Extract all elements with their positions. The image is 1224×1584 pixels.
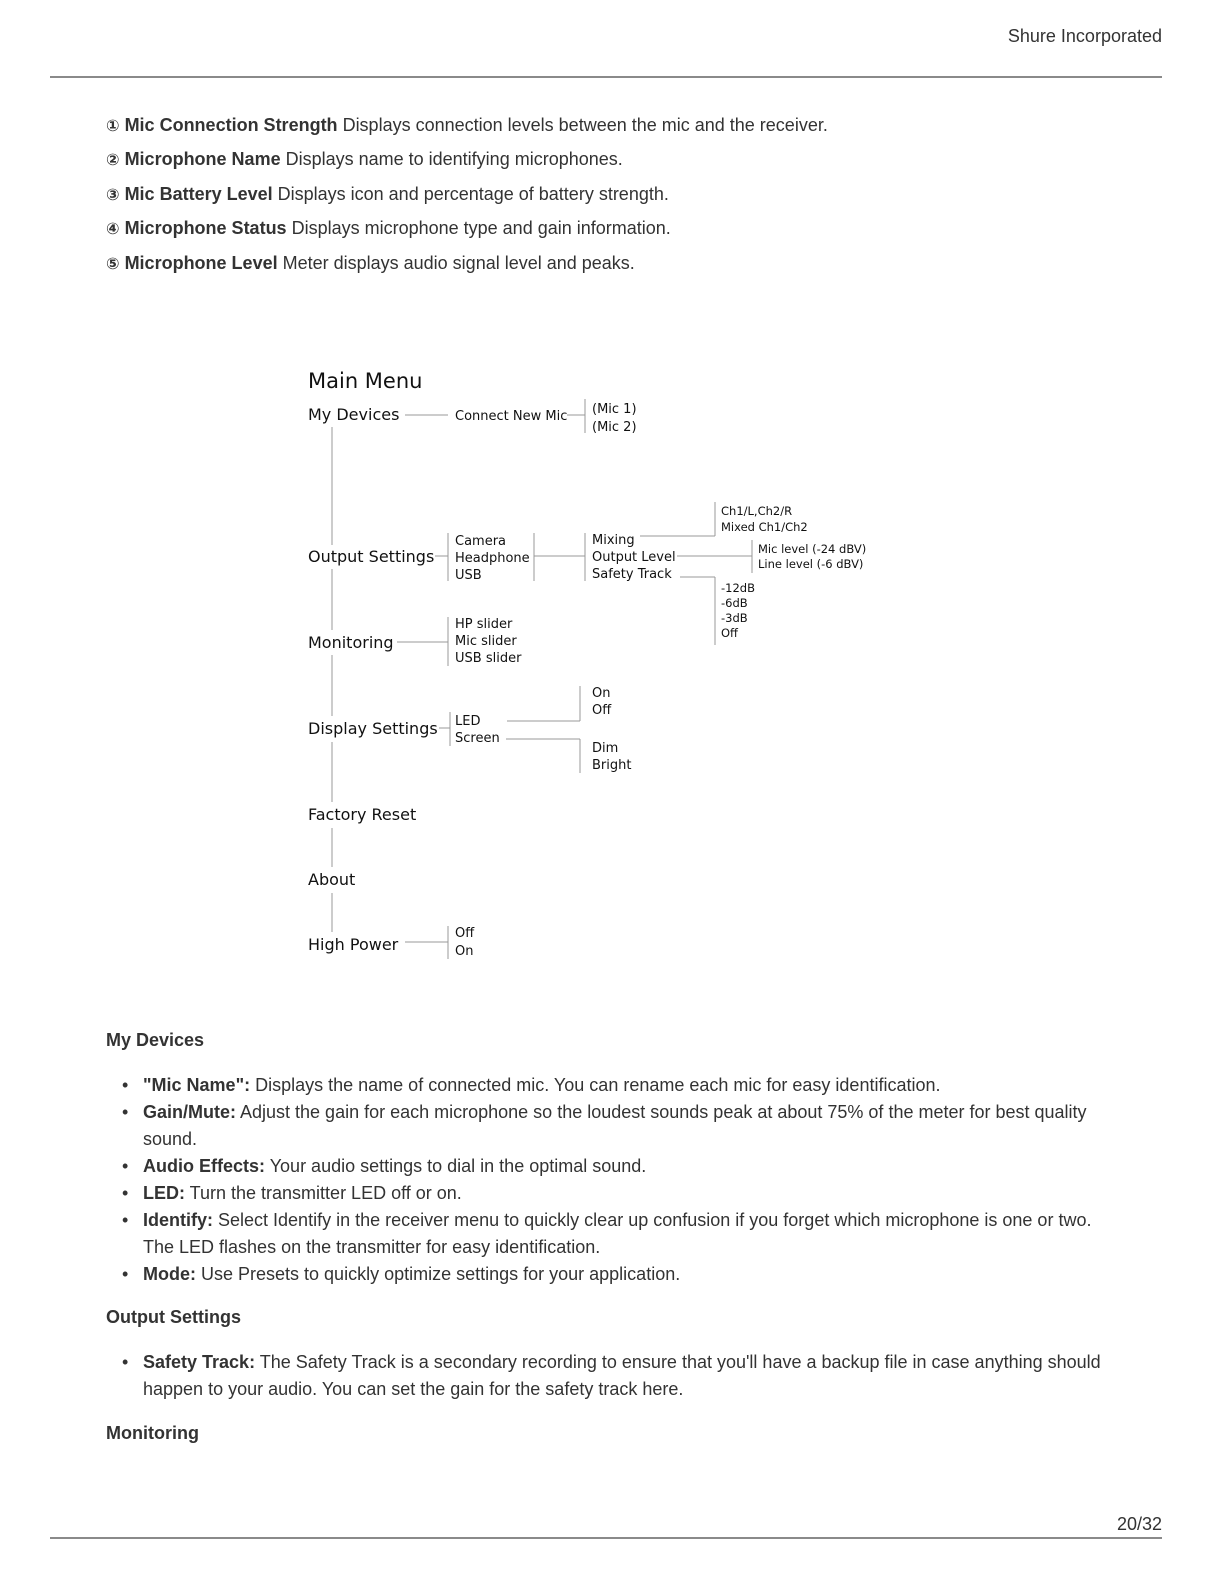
callout-term: Microphone Level — [124, 252, 278, 273]
menu-option-safety-track: Safety Track — [592, 567, 672, 582]
callout-description: Displays icon and percentage of battery strength. — [272, 183, 669, 204]
menu-option-usb-slider: USB slider — [455, 651, 522, 666]
bullet-term: Audio Effects: — [143, 1156, 266, 1176]
callout-term: Mic Connection Strength — [124, 115, 338, 135]
menu-option-connect-new-mic: Connect New Mic — [455, 409, 568, 424]
callout-number: ⑤ — [106, 253, 120, 273]
menu-option-camera: Camera — [455, 534, 507, 549]
menu-item-monitoring: Monitoring — [308, 633, 394, 652]
callout-number: ④ — [106, 219, 120, 239]
page-number: 20/32 — [1116, 1514, 1162, 1534]
bullet-term: Safety Track: — [143, 1352, 256, 1372]
menu-value-mixing: Mixed Ch1/Ch2 — [721, 520, 808, 534]
callout-term: Mic Battery Level — [124, 183, 273, 204]
menu-option-headphone: Headphone — [455, 551, 530, 566]
bullet-description: Displays the name of connected mic. You can rename each mic for easy identification. — [250, 1075, 941, 1095]
callout-item — [106, 108, 1156, 142]
header-divider — [50, 76, 1162, 78]
bullet-term: "Mic Name": — [143, 1075, 251, 1095]
callout-number: ① — [106, 116, 120, 135]
menu-value-high-power: On — [455, 944, 474, 959]
menu-value-output-level: Mic level (-24 dBV) — [758, 542, 867, 556]
bullet-list-my-devices — [122, 1072, 1122, 1288]
bullet-item — [122, 1261, 1122, 1288]
bullet-description: Adjust the gain for each microphone so the loudest sounds peak at about 75% of the meter for best quality sound. — [143, 1102, 1087, 1149]
callout-description: Displays microphone type and gain information. — [286, 218, 671, 239]
menu-item-output-settings: Output Settings — [308, 547, 435, 566]
callout-list — [106, 108, 1156, 280]
footer-divider — [50, 1537, 1162, 1539]
menu-tree-connectors — [332, 399, 752, 959]
menu-value-led: On — [592, 686, 611, 701]
bullet-term: Mode: — [143, 1264, 196, 1284]
menu-value-mic2: (Mic 2) — [592, 420, 637, 435]
bullet-description: Select Identify in the receiver menu to quickly clear up confusion if you forget which microphone is one or two. The LED flashes on the transmitter for easy identification. — [143, 1210, 1092, 1257]
menu-value-led: Off — [592, 703, 612, 718]
menu-title: Main Menu — [308, 369, 423, 393]
bullet-description: The Safety Track is a secondary recording to ensure that you'll have a backup file in case anything should happen to your audio. You can set the gain for the safety track here. — [143, 1352, 1101, 1399]
callout-term: Microphone Status — [124, 218, 287, 239]
bullet-description: Turn the transmitter LED off or on. — [185, 1183, 462, 1203]
bullet-item — [122, 1153, 1122, 1180]
callout-number: ③ — [106, 184, 120, 204]
menu-item-high-power: High Power — [308, 935, 399, 954]
callout-item — [106, 142, 1156, 176]
menu-item-factory-reset: Factory Reset — [308, 805, 417, 824]
bullet-item — [122, 1349, 1122, 1403]
menu-option-mic-slider: Mic slider — [455, 634, 517, 649]
menu-value-mic1: (Mic 1) — [592, 402, 637, 417]
menu-value-safety-track: -6dB — [721, 596, 748, 610]
menu-option-hp-slider: HP slider — [455, 617, 513, 632]
callout-term: Microphone Name — [124, 149, 281, 170]
bullet-term: Gain/Mute: — [143, 1102, 236, 1122]
bullet-list-output-settings — [122, 1349, 1122, 1403]
menu-value-high-power: Off — [455, 926, 475, 941]
callout-number: ② — [106, 150, 120, 170]
menu-value-safety-track: -3dB — [721, 611, 748, 625]
bullet-term: LED: — [143, 1183, 185, 1203]
menu-item-about: About — [308, 870, 356, 889]
menu-value-screen: Dim — [592, 741, 619, 756]
menu-value-safety-track: -12dB — [721, 581, 755, 595]
menu-value-safety-track: Off — [721, 626, 738, 640]
bullet-term: Identify: — [143, 1210, 213, 1230]
menu-option-usb: USB — [455, 568, 482, 583]
section-heading-my-devices: My Devices — [106, 1030, 205, 1050]
callout-item — [106, 246, 1156, 280]
callout-item — [106, 211, 1156, 245]
bullet-item — [122, 1180, 1122, 1207]
callout-description: Meter displays audio signal level and peaks. — [277, 252, 635, 273]
callout-item — [106, 177, 1156, 211]
menu-option-output-level: Output Level — [592, 550, 676, 565]
menu-value-screen: Bright — [592, 758, 632, 773]
bullet-item — [122, 1207, 1122, 1261]
section-heading-monitoring: Monitoring — [106, 1423, 199, 1443]
bullet-description: Your audio settings to dial in the optimal sound. — [265, 1156, 647, 1176]
bullet-item — [122, 1072, 1122, 1099]
header-company-name: Shure Incorporated — [1007, 26, 1162, 46]
bullet-item — [122, 1099, 1122, 1153]
section-heading-output-settings: Output Settings — [106, 1307, 241, 1327]
menu-item-display-settings: Display Settings — [308, 719, 438, 738]
callout-description: Displays name to identifying microphones. — [280, 149, 623, 170]
menu-option-mixing: Mixing — [592, 533, 635, 548]
bullet-description: Use Presets to quickly optimize settings for your application. — [196, 1264, 681, 1284]
menu-value-mixing: Ch1/L,Ch2/R — [721, 504, 793, 518]
menu-option-led: LED — [455, 714, 481, 729]
menu-value-output-level: Line level (-6 dBV) — [758, 557, 864, 571]
callout-description: Displays connection levels between the mic and the receiver. — [337, 115, 828, 135]
menu-option-screen: Screen — [455, 731, 500, 746]
menu-item-my-devices: My Devices — [308, 405, 400, 424]
